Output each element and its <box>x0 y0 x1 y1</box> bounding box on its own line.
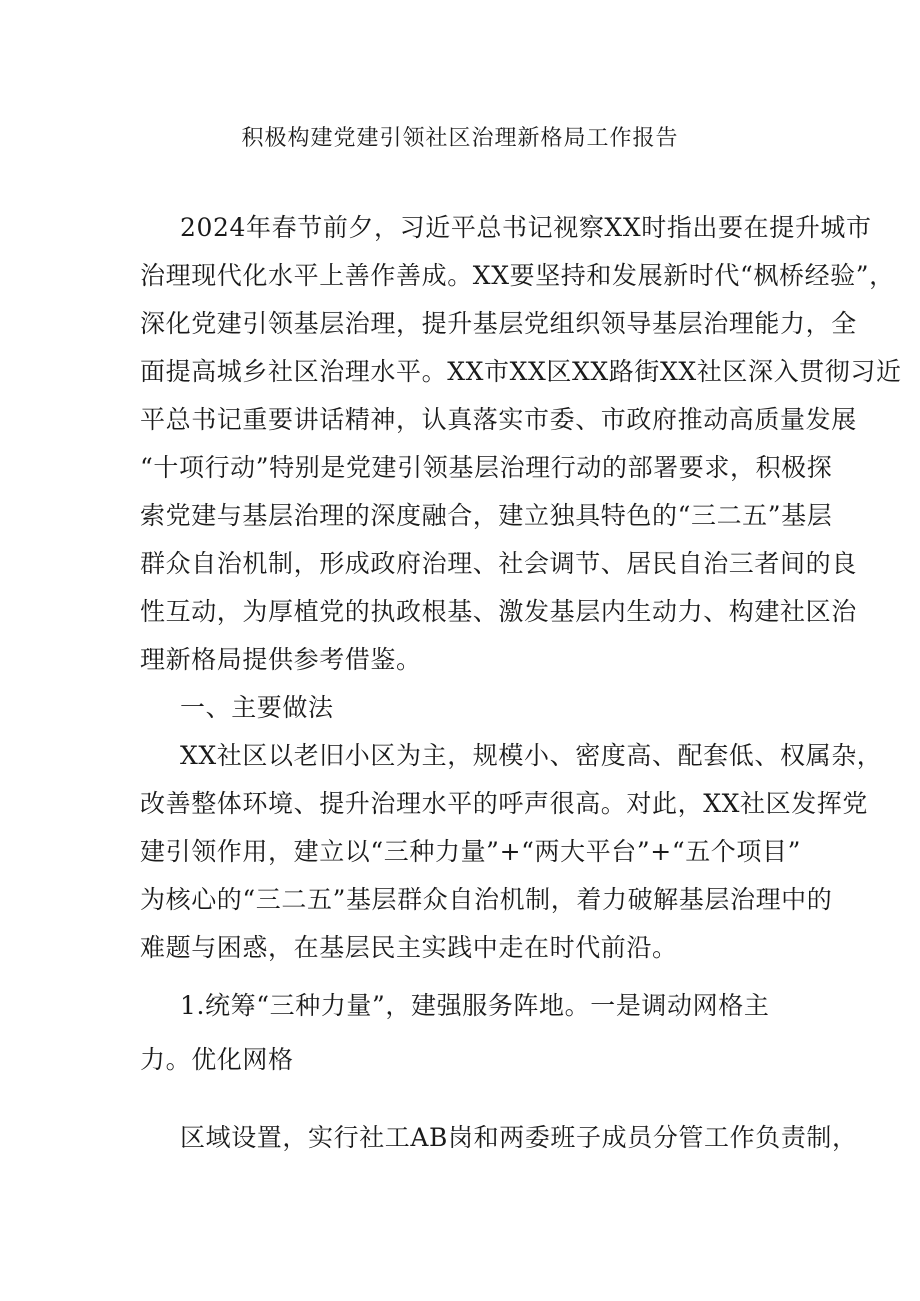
paragraph-line: 性互动，为厚植党的执政根基、激发基层内生动力、构建社区治 <box>140 597 857 626</box>
paragraph-line: 改善整体环境、提升治理水平的呼声很高。对此，XX社区发挥党 <box>140 789 868 818</box>
document-title: 积极构建党建引领社区治理新格局工作报告 <box>241 126 679 151</box>
paragraph-line: 难题与困惑，在基层民主实践中走在时代前沿。 <box>140 933 678 962</box>
paragraph-line: 建引领作用，建立以“三种力量”+“两大平台”+“五个项目” <box>140 837 801 866</box>
paragraph-line: “十项行动”特别是党建引领基层治理行动的部署要求，积极探 <box>140 453 833 482</box>
paragraph-line: 区域设置，实行社工AB岗和两委班子成员分管工作负责制， <box>180 1123 858 1152</box>
paragraph-line: 力。优化网格 <box>140 1045 294 1074</box>
subsection-heading: 1.统筹“三种力量”，建强服务阵地。一是调动网格主 <box>180 991 770 1020</box>
paragraph-line: 深化党建引领基层治理，提升基层党组织领导基层治理能力，全 <box>140 309 857 338</box>
paragraph-line: 群众自治机制，形成政府治理、社会调节、居民自治三者间的良 <box>140 549 857 578</box>
paragraph-line: 理新格局提供参考借鉴。 <box>140 645 422 674</box>
paragraph-line: XX社区以老旧小区为主，规模小、密度高、配套低、权属杂， <box>180 741 883 770</box>
paragraph-line: 为核心的“三二五”基层群众自治机制，着力破解基层治理中的 <box>140 885 833 914</box>
paragraph-line: 治理现代化水平上善作善成。XX要坚持和发展新时代“枫桥经验”， <box>140 261 895 290</box>
paragraph-line: 索党建与基层治理的深度融合，建立独具特色的“三二五”基层 <box>140 501 833 530</box>
paragraph-line: 平总书记重要讲话精神，认真落实市委、市政府推动高质量发展 <box>140 405 857 434</box>
section-heading: 一、主要做法 <box>180 693 334 722</box>
paragraph-line: 面提高城乡社区治理水平。XX市XX区XX路街XX社区深入贯彻习近 <box>140 357 902 386</box>
paragraph-line: 2024年春节前夕，习近平总书记视察XX时指出要在提升城市 <box>180 213 872 242</box>
